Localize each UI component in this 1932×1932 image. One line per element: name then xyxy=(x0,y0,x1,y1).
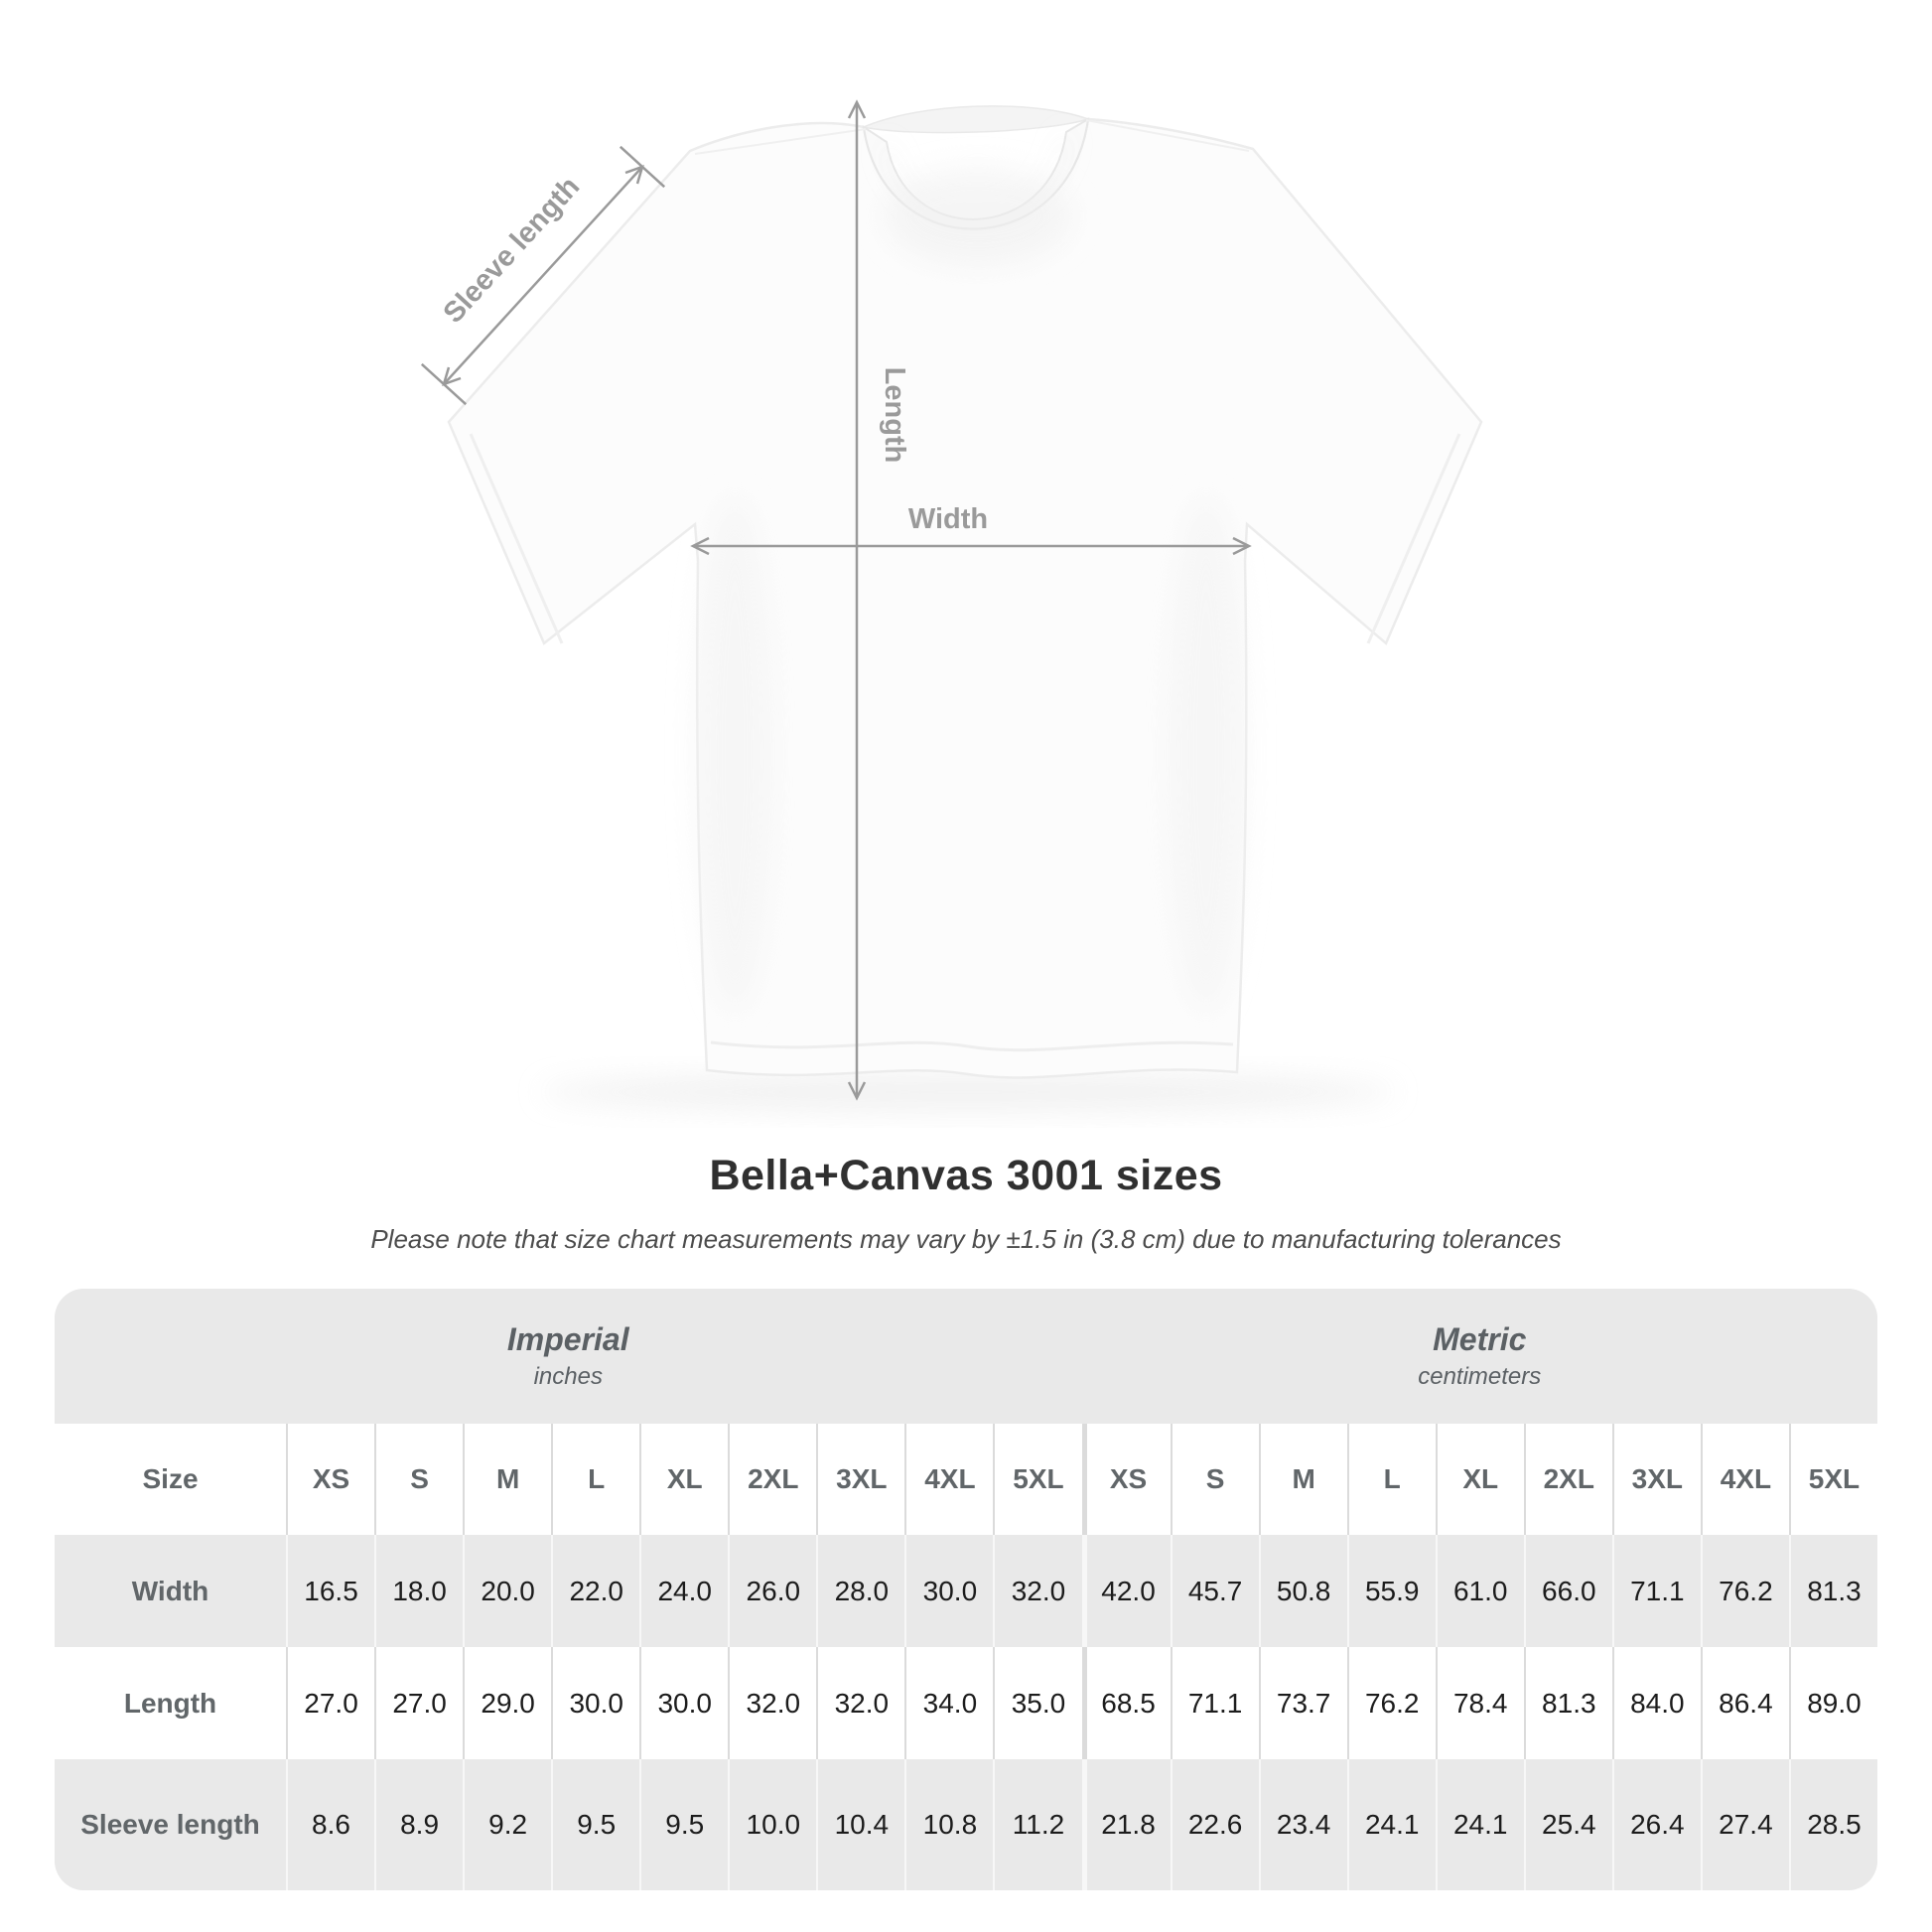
cell-sleeve-length-metric-m: 23.4 xyxy=(1259,1759,1347,1890)
cell-sleeve-length-metric-xs: 21.8 xyxy=(1082,1759,1171,1890)
size-header-metric-3xl: 3XL xyxy=(1612,1424,1701,1535)
page-subtitle: Please note that size chart measurements may vary by ±1.5 in (3.8 cm) due to manufacturing tolerances xyxy=(370,1224,1562,1254)
cell-width-metric-xl: 61.0 xyxy=(1436,1535,1524,1647)
metric-group-header xyxy=(1082,1289,1878,1424)
cell-width-metric-l: 55.9 xyxy=(1347,1535,1436,1647)
size-corner-header: Size xyxy=(55,1424,286,1535)
row-label-width: Width xyxy=(55,1535,286,1647)
cell-width-metric-3xl: 71.1 xyxy=(1612,1535,1701,1647)
cell-sleeve-length-metric-4xl: 27.4 xyxy=(1701,1759,1789,1890)
size-header-metric-m: M xyxy=(1259,1424,1347,1535)
size-header-imperial-5xl: 5XL xyxy=(993,1424,1081,1535)
cell-sleeve-length-imperial-s: 8.9 xyxy=(374,1759,463,1890)
size-header-imperial-xs: XS xyxy=(286,1424,374,1535)
cell-length-metric-xs: 68.5 xyxy=(1082,1647,1171,1759)
size-table xyxy=(55,1289,1877,1890)
shirt-shadow xyxy=(541,1072,1395,1112)
cell-width-metric-5xl: 81.3 xyxy=(1789,1535,1877,1647)
cell-length-imperial-s: 27.0 xyxy=(374,1647,463,1759)
length-label: Length xyxy=(879,366,910,464)
cell-length-metric-m: 73.7 xyxy=(1259,1647,1347,1759)
cell-sleeve-length-imperial-5xl: 11.2 xyxy=(993,1759,1081,1890)
imperial-group-header xyxy=(55,1289,1082,1424)
cell-length-metric-2xl: 81.3 xyxy=(1524,1647,1612,1759)
cell-width-imperial-4xl: 30.0 xyxy=(904,1535,993,1647)
cell-width-imperial-xs: 16.5 xyxy=(286,1535,374,1647)
cell-sleeve-length-metric-5xl: 28.5 xyxy=(1789,1759,1877,1890)
width-label: Width xyxy=(907,503,989,535)
cell-sleeve-length-metric-3xl: 26.4 xyxy=(1612,1759,1701,1890)
cell-sleeve-length-imperial-m: 9.2 xyxy=(463,1759,551,1890)
size-header-metric-5xl: 5XL xyxy=(1789,1424,1877,1535)
cell-length-imperial-m: 29.0 xyxy=(463,1647,551,1759)
cell-length-metric-5xl: 89.0 xyxy=(1789,1647,1877,1759)
tshirt-photo xyxy=(449,106,1481,1078)
size-header-imperial-4xl: 4XL xyxy=(904,1424,993,1535)
cell-width-metric-xs: 42.0 xyxy=(1082,1535,1171,1647)
row-label-sleeve-length: Sleeve length xyxy=(55,1759,286,1890)
size-header-metric-xl: XL xyxy=(1436,1424,1524,1535)
cell-sleeve-length-imperial-xl: 9.5 xyxy=(639,1759,728,1890)
size-header-imperial-xl: XL xyxy=(639,1424,728,1535)
cell-length-imperial-xl: 30.0 xyxy=(639,1647,728,1759)
metric-group-unit: centimeters xyxy=(1418,1363,1542,1390)
imperial-group-unit: inches xyxy=(533,1363,603,1390)
cell-sleeve-length-imperial-l: 9.5 xyxy=(551,1759,639,1890)
cell-sleeve-length-imperial-4xl: 10.8 xyxy=(904,1759,993,1890)
size-header-imperial-l: L xyxy=(551,1424,639,1535)
cell-width-imperial-3xl: 28.0 xyxy=(816,1535,904,1647)
size-header-metric-4xl: 4XL xyxy=(1701,1424,1789,1535)
cell-length-imperial-5xl: 35.0 xyxy=(993,1647,1081,1759)
cell-length-metric-3xl: 84.0 xyxy=(1612,1647,1701,1759)
cell-sleeve-length-imperial-2xl: 10.0 xyxy=(728,1759,816,1890)
size-header-imperial-s: S xyxy=(374,1424,463,1535)
cell-width-imperial-m: 20.0 xyxy=(463,1535,551,1647)
cell-length-metric-xl: 78.4 xyxy=(1436,1647,1524,1759)
size-header-imperial-m: M xyxy=(463,1424,551,1535)
size-header-metric-2xl: 2XL xyxy=(1524,1424,1612,1535)
size-header-metric-xs: XS xyxy=(1082,1424,1171,1535)
cell-length-imperial-xs: 27.0 xyxy=(286,1647,374,1759)
cell-length-metric-l: 76.2 xyxy=(1347,1647,1436,1759)
size-header-metric-l: L xyxy=(1347,1424,1436,1535)
row-label-length: Length xyxy=(55,1647,286,1759)
cell-width-metric-s: 45.7 xyxy=(1171,1535,1259,1647)
cell-sleeve-length-metric-2xl: 25.4 xyxy=(1524,1759,1612,1890)
cell-width-imperial-l: 22.0 xyxy=(551,1535,639,1647)
cell-width-imperial-xl: 24.0 xyxy=(639,1535,728,1647)
cell-length-metric-s: 71.1 xyxy=(1171,1647,1259,1759)
cell-length-imperial-4xl: 34.0 xyxy=(904,1647,993,1759)
cell-sleeve-length-metric-s: 22.6 xyxy=(1171,1759,1259,1890)
page-title: Bella+Canvas 3001 sizes xyxy=(709,1152,1223,1199)
cell-length-imperial-l: 30.0 xyxy=(551,1647,639,1759)
cell-width-imperial-2xl: 26.0 xyxy=(728,1535,816,1647)
cell-sleeve-length-imperial-xs: 8.6 xyxy=(286,1759,374,1890)
cell-width-imperial-s: 18.0 xyxy=(374,1535,463,1647)
cell-width-metric-2xl: 66.0 xyxy=(1524,1535,1612,1647)
sleeve-length-label: Sleeve length xyxy=(437,171,587,330)
metric-group-title: Metric xyxy=(1433,1321,1527,1357)
cell-sleeve-length-metric-l: 24.1 xyxy=(1347,1759,1436,1890)
cell-width-metric-4xl: 76.2 xyxy=(1701,1535,1789,1647)
cell-length-imperial-3xl: 32.0 xyxy=(816,1647,904,1759)
size-header-imperial-2xl: 2XL xyxy=(728,1424,816,1535)
cell-length-metric-4xl: 86.4 xyxy=(1701,1647,1789,1759)
imperial-group-title: Imperial xyxy=(506,1321,629,1357)
cell-width-imperial-5xl: 32.0 xyxy=(993,1535,1081,1647)
size-header-metric-s: S xyxy=(1171,1424,1259,1535)
cell-sleeve-length-imperial-3xl: 10.4 xyxy=(816,1759,904,1890)
cell-length-imperial-2xl: 32.0 xyxy=(728,1647,816,1759)
size-header-imperial-3xl: 3XL xyxy=(816,1424,904,1535)
cell-sleeve-length-metric-xl: 24.1 xyxy=(1436,1759,1524,1890)
cell-width-metric-m: 50.8 xyxy=(1259,1535,1347,1647)
